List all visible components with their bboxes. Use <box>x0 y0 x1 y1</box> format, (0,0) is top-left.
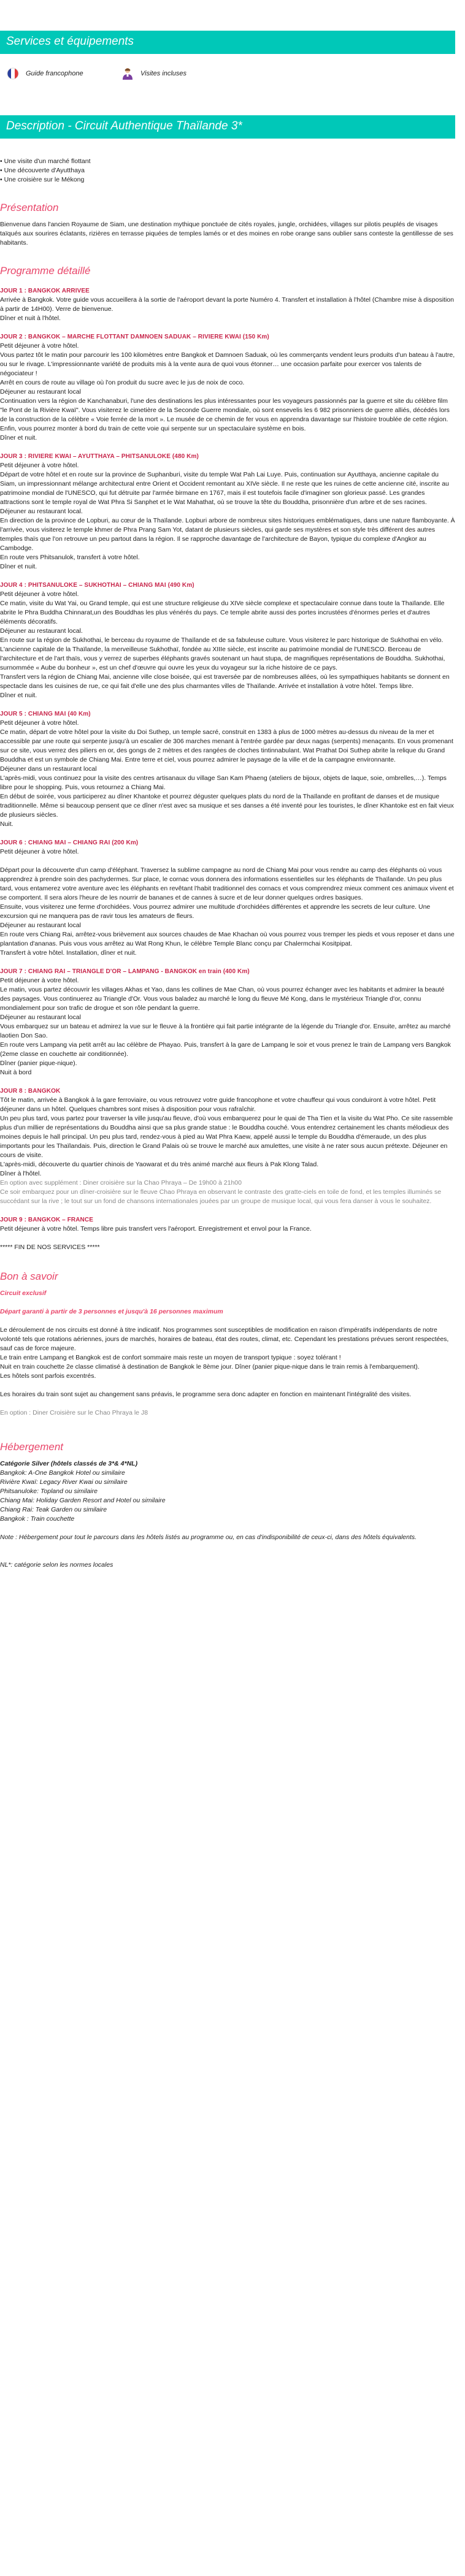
hotel-category: Catégorie Silver (hôtels classés de 3*& 4*NL) <box>0 1460 138 1467</box>
end-of-services: ***** FIN DE NOS SERVICES ***** <box>0 1244 100 1251</box>
day-line: Arrêt en cours de route au village où l'on produit du sucre avec le jus de noix de coco. <box>0 379 245 386</box>
day-title: JOUR 8 : BANGKOK <box>0 1088 61 1095</box>
day-line: L'après-midi, découverte du quartier chinois de Yaowarat et du très animé marché aux fleurs à Pak Klong Talad. <box>0 1161 319 1168</box>
day-block <box>0 838 455 958</box>
day-line: Déjeuner dans un restaurant local <box>0 765 97 773</box>
hotel-item: Phitsanuloke: Topland ou similaire <box>0 1488 98 1495</box>
day-line: Petit déjeuner à votre hôtel. <box>0 848 79 855</box>
presentation-title: Présentation <box>0 202 59 213</box>
day-line: Petit déjeuner à votre hôtel. <box>0 462 79 469</box>
day-line: Départ pour la découverte d'un camp d'éléphant. Traversez la sublime campagne au nord de Chiang Mai pour vous rendre au camp des éléphants où vous apprendrez à prendre soin des pachydermes. Sur place, le cornac vous donnera des informations essentielles sur les éléphants de Thaïlande. Un peu plus tard, vous entamerez votre aventure avec les éléphants en revêtant l'habit traditionnel des cornacs et vous comprendrez mieux comment ces animaux vivent et se comportent. Il sera alors l'heure de les nourrir de bananes et de cannes à sucre et de leur donner quelques ordres basiques. <box>0 866 454 901</box>
optional-line: Ce soir embarquez pour un dîner-croisière sur le fleuve Chao Phraya en observant le contraste des gratte-ciels en toile de fond, et les temples illuminés se succédant sur la rive ; le tout sur un fond de chansons internationales jouées par un groupe de musique local, qui vous fera danser à vous le souhaitez. <box>0 1188 442 1205</box>
day-line: En route vers Phitsanulok, transfert à votre hôtel. <box>0 554 140 561</box>
day-line: Déjeuner au restaurant local. <box>0 627 83 635</box>
day-block <box>0 967 455 1077</box>
day-line: En route sur la région de Sukhothai, le berceau du royaume de Thaïlande et de sa fabuleuse culture. Vous visiterez le parc historique de Sukhothai en vélo. L'ancienne capitale de la Thaïlande, la merveilleuse Sukhothaï, fondée au XIIIe siècle, est inscrite au patrimoine mondial de l'UNESCO. Berceau de l'architecture et de l'art thaïs, vous y verrez de superbes éléphants gravés soutenant un haut stupa, de magnifiques représentations de Bouddha. Sukhothai, surnommée « Aube du bonheur », est un chef d'œuvre qui ouvre les yeux du voyageur sur la riche histoire de ce pays. <box>0 636 445 671</box>
day-line: Ce matin, départ de votre hôtel pour la visite du Doi Suthep, un temple sacré, construit en 1383 à plus de 1000 mètres au-dessus du niveau de la mer et accessible par une route qui serpente jusqu'à un escalier de 306 marches menant à l'entrée gardée par deux nagas (serpents) menaçants. En vous promenant sur ce site, vous verrez des piliers en or, des gongs de 2 mètres et des rangées de cloches tintinnabulant. Wat Prathat Doi Suthep abrite la relique du Grand Bouddha et est un symbole de Chiang Mai. Entre terre et ciel, vous pourrez admirer le paysage de la ville et de la campagne environnante. <box>0 728 453 763</box>
programme-days <box>0 286 455 1234</box>
service-visits <box>121 67 186 80</box>
info-paragraph: Les horaires du train sont sujet au changement sans préavis, le programme sera donc adapter en fonction en maintenant l'intégralité des visites. <box>0 1391 412 1398</box>
hotel-note: Note : Hébergement pour tout le parcours dans les hôtels listés au programme ou, en cas d'indisponibilité de ceux-ci, dans des hôtels équivalents. <box>0 1534 417 1541</box>
day-title: JOUR 9 : BANGKOK – FRANCE <box>0 1217 93 1223</box>
circuit-label: Circuit exclusif <box>0 1290 47 1297</box>
hotel-item: Bangkok : Train couchette <box>0 1515 75 1523</box>
day-line: En route vers Chiang Rai, arrêtez-vous brièvement aux sources chaudes de Mae Khachan où vous pourrez vous tremper les pieds et vous reposer et dans une plantation d'ananas. Puis vous vous arrêtez au Wat Rong Khun, le célèbre Temple Blanc conçu par Chalermchai Kositpipat. <box>0 931 455 947</box>
day-block <box>0 581 455 700</box>
day-line: Tôt le matin, arrivée à Bangkok à la gare ferroviaire, ou vous retrouvez votre guide francophone et votre chauffeur qui vous conduiront à votre hôtel. Petit déjeuner dans un hôtel. Quelques chambres sont mises à disposition pour vous rafraîchir. <box>0 1096 436 1113</box>
day-line: Vous partez tôt le matin pour parcourir les 100 kilomètres entre Bangkok et Damnoen Saduak, où les commerçants vendent leurs produits d'un bateau à l'autre, ou sur le rivage. L'impressionnante variété de produits mis à la vente aura de quoi vous étonner… une occasion parfaite pour exercer vos talents de négociateur ! <box>0 351 455 377</box>
day-line: Un peu plus tard, vous partez pour traverser la ville jusqu'au fleuve, d'où vous embarquerez pour le quai de Tha Tien et la visite du Wat Pho. Ce site rassemble plus d'un millier de représentations du Bouddha ainsi que sa plus grande statue : le Bouddha couché. Vous entendrez certainement les chants mélodieux des moines depuis le hall principal. Un peu plus tard, rendez-vous à pied au Wat Phra Kaew, appelé aussi le temple du Bouddha d'émeraude, un des plus importants pour les Thaïlandais. Puis, direction le Grand Palais où se trouve le marché aux amulettes, une visite à ne rater sous aucun prétexte. Déjeuner en cours de visite. <box>0 1115 453 1159</box>
person-icon <box>121 67 134 80</box>
day-line: Petit déjeuner à votre hôtel. <box>0 342 79 350</box>
highlights-list <box>0 157 455 185</box>
day-line: Départ de votre hôtel et en route sur la province de Suphanburi, visite du temple Wat Pah Lai Luye. Puis, continuation sur Ayutthaya, ancienne capitale du Siam, un impressionnant mélange architectural entre Orient et Occident remontant au XIVe siècle. Il ne reste que les ruines de cette ancienne cité, inscrite au patrimoine mondial de l'UNESCO, qui fut détruite par l'armée birmane en 1767, mais il est toutefois facile d'imaginer son glorieux passé. Les grandes attractions sont le temple royal de Wat Phra Si Sanphet et le Wat Mahathat, où se trouve la tête du Bouddha, prisonnière d'un arbre et de ses racines. <box>0 471 449 506</box>
day-line: Dîner (panier pique-nique). <box>0 1060 77 1067</box>
day-line: Petit déjeuner à votre hôtel. Temps libre puis transfert vers l'aéroport. Enregistrement et envol pour la France. <box>0 1225 312 1233</box>
info-paragraph: Le déroulement de nos circuits est donné à titre indicatif. Nos programmes sont susceptibles de modification en raison d'impératifs indépendants de notre volonté tels que rotations aériennes, jours de marchés, horaires de bateau, état des routes, climat, etc. Cependant les prestations prévues seront respectées, sauf cas de force majeure. <box>0 1326 449 1352</box>
day-line: En route vers Lampang via petit arrêt au lac célèbre de Phayao. Puis, transfert à la gare de Lampang le soir et vous prenez le train de Lampang vers Bangkok (2eme classe en couchette air conditionnée). <box>0 1041 451 1058</box>
highlight-item: • Une découverte d'Ayutthaya <box>0 167 85 174</box>
highlight-item: • Une visite d'un marché flottant <box>0 158 91 165</box>
day-line: Le matin, vous partez découvrir les villages Akhas et Yao, dans les collines de Mae Chan, où vous pourrez échanger avec les habitants et admirer la beauté des paysages. Vous continuerez au Triangle d'Or. Vous vous baladez au marché le long du fleuve Mé Kong, dans le mystérieux Triangle d'or, connu mondialement pour son trafic de drogue et son rôle pendant la guerre. <box>0 986 445 1012</box>
day-line: Dîner à l'hôtel. <box>0 1170 42 1177</box>
description-content <box>0 157 455 1570</box>
day-line: Continuation vers la région de Kanchanaburi, l'une des destinations les plus intéressantes pour les voyageurs passionnés par la guerre et site du célèbre film "le Pont de la Rivière Kwaï". Vous visiterez le cimetière de la Seconde Guerre mondiale, où sont ensevelis les 6 982 prisonniers de guerre alliés, décédés lors de la construction de la célèbre « Voie ferrée de la mort ». Le musée de ce chemin de fer vous en apprendra davantage sur l'histoire troublée de cette région. Enfin, vous pourrez monter à bord du train de cette voie qui serpente sur un spectaculaire système en bois. <box>0 397 450 432</box>
optional-line: En option avec supplément : Diner croisière sur la Chao Phraya – De 19h00 à 21h00 <box>0 1179 242 1187</box>
day-line: Vous embarquez sur un bateau et admirez la vue sur le fleuve à la frontière qui fait partie intégrante de la légende du Triangle d'or. Ensuite, arrêtez au marché laotien Don Sao. <box>0 1023 451 1039</box>
hotel-item: Rivière Kwaï: Legacy River Kwai ou similaire <box>0 1478 128 1486</box>
day-title: JOUR 5 : CHIANG MAI (40 Km) <box>0 711 91 717</box>
services-list <box>0 54 455 91</box>
day-line: Déjeuner au restaurant local. <box>0 508 83 515</box>
service-label: Visites incluses <box>140 69 186 77</box>
day-line: Nuit à bord <box>0 1069 32 1076</box>
day-line <box>0 857 455 866</box>
service-guide <box>6 67 83 80</box>
hotel-item: Chiang Rai: Teak Garden ou similaire <box>0 1506 107 1513</box>
day-title: JOUR 2 : BANGKOK – MARCHE FLOTTANT DAMNOEN SADUAK – RIVIERE KWAI (150 Km) <box>0 334 269 340</box>
day-title: JOUR 6 : CHIANG MAI – CHIANG RAI (200 Km) <box>0 839 139 846</box>
hotel-footnote: NL*: catégorie selon les normes locales <box>0 1561 113 1569</box>
day-line: En début de soirée, vous participerez au dîner Khantoke et pourrez déguster quelques plats du nord de la Thaïlande en profitant de danses et de musique traditionnelle. Même si beaucoup pensent que ce dîner n'est avec sa musique et ses danses a été inventé pour les touristes, le dîner Khantoke est en fait vieux de plusieurs siècles. <box>0 793 454 819</box>
day-line: L'après-midi, vous continuez pour la visite des centres artisanaux du village San Kam Phaeng (ateliers de bijoux, objets de laque, soie, ombrelles,…). Temps libre pour le shopping. Puis, vous retournez a Chiang Mai. <box>0 774 447 791</box>
day-block <box>0 1087 455 1206</box>
day-block <box>0 1215 455 1234</box>
services-title: Services et équipements <box>0 31 455 54</box>
day-line: Déjeuner au restaurant local <box>0 388 81 396</box>
info-paragraph: Nuit en train couchette 2e classe climatisé à destination de Bangkok le 8ème jour. Dîner (panier pique-nique dans le train remis à l'embarquement). <box>0 1363 420 1370</box>
day-line: Dîner et nuit à l'hôtel. <box>0 315 61 322</box>
presentation-text: Bienvenue dans l'ancien Royaume de Siam, une destination mythique ponctuée de cités royales, jungle, orchidées, villages sur pilotis peuplés de visages taïqués aux sourires éclatants, rizières en terrasse piquées de temples lamés or et des moines en robe orange sans oublier sans conteste la gentillesse de ses habitants. <box>0 221 453 247</box>
hotel-item: Chiang Mai: Holiday Garden Resort and Hotel ou similaire <box>0 1497 166 1504</box>
bon-a-savoir-title: Bon à savoir <box>0 1271 58 1282</box>
cruise-option: En option : Diner Croisière sur le Chao Phraya le J8 <box>0 1409 148 1416</box>
departure-guarantee: Départ garanti à partir de 3 personnes et jusqu'à 16 personnes maximum <box>0 1308 223 1315</box>
description-title: Description - Circuit Authentique Thaïlande 3* <box>0 115 455 139</box>
day-line: Transfert à votre hôtel. Installation, dîner et nuit. <box>0 949 137 957</box>
hebergement-title: Hébergement <box>0 1441 64 1453</box>
day-line: Arrivée à Bangkok. Votre guide vous accueillera à la sortie de l'aéroport devant la porte Numéro 4. Transfert et installation à l'hôtel (Chambre mise à disposition à partir de 14H00). Verre de bienvenue. <box>0 296 454 313</box>
day-line: Ce matin, visite du Wat Yai, ou Grand temple, qui est une structure religieuse du XIVe siècle complexe et spectaculaire connue dans toute la Thaïlande. Elle abrite le Phra Buddha Chinnarat,un des Bouddhas les plus vénérés du pays. Ce temple abrite aussi des portes incrustées d'énormes perles et d'autres éléments décoratifs. <box>0 600 445 625</box>
day-line: En direction de la province de Lopburi, au cœur de la Thaïlande. Lopburi arbore de nombreux sites historiques emblématiques, dans une nature flamboyante. À l'arrivée, vous visiterez le temple khmer de Phra Prang Sam Yot, datant de plusieurs siècles, qui garde ses mystères et son style très différent des autres temples thaïs que l'on retrouve un peu partout dans la région. Il se rapproche davantage de l'architecture de Bayon, typique du complexe d'Angkor au Cambodge. <box>0 517 455 552</box>
day-block <box>0 286 455 323</box>
day-block <box>0 452 455 571</box>
day-line: Dîner et nuit. <box>0 692 37 699</box>
day-line: Transfert vers la région de Chiang Mai, ancienne ville close boisée, qui est traversée par de nombreuses allées, où les sympathiques habitants se donnent en spectacle dans les cuisines de rue, ce qui fait d'elle une des plus charmantes villes de Thaïlande. Arrivée et installation à votre hôtel. Temps libre. <box>0 673 450 690</box>
day-block <box>0 332 455 443</box>
day-title: JOUR 3 : RIVIERE KWAI – AYUTTHAYA – PHITSANULOKE (480 Km) <box>0 453 199 460</box>
day-line: Nuit. <box>0 820 13 828</box>
day-title: JOUR 7 : CHIANG RAI – TRIANGLE D'OR – LAMPANG - BANGKOK en train (400 Km) <box>0 968 250 975</box>
day-line: Petit déjeuner à votre hôtel. <box>0 719 79 727</box>
day-line: Ensuite, vous visiterez une ferme d'orchidées. Vous pourrez admirer une multitude d'orchidées différentes et apprendre les secrets de leur culture. Une excursion qui ne manquera pas de ravir tous les amateurs de fleurs. <box>0 903 431 920</box>
day-block <box>0 709 455 829</box>
day-line: Déjeuner au restaurant local <box>0 922 81 929</box>
day-title: JOUR 4 : PHITSANULOKE – SUKHOTHAI – CHIANG MAI (490 Km) <box>0 582 194 589</box>
hotel-item: Bangkok: A-One Bangkok Hotel ou similaire <box>0 1469 125 1477</box>
french-flag-icon <box>6 67 20 80</box>
info-paragraph: Le train entre Lampang et Bangkok est de confort sommaire mais reste un moyen de transport typique : soyez tolérant ! <box>0 1354 341 1361</box>
service-label: Guide francophone <box>26 69 83 77</box>
day-title: JOUR 1 : BANGKOK ARRIVEE <box>0 288 90 294</box>
day-line: Petit déjeuner à votre hôtel. <box>0 977 79 984</box>
day-line: Petit déjeuner à votre hôtel. <box>0 590 79 598</box>
day-line: Déjeuner au restaurant local <box>0 1014 81 1021</box>
highlight-item: • Une croisière sur le Mékong <box>0 176 85 183</box>
day-line: Dîner et nuit. <box>0 563 37 570</box>
info-paragraph: Les hôtels sont parfois excentrés. <box>0 1372 96 1380</box>
programme-title: Programme détaillé <box>0 265 91 277</box>
day-line: Dîner et nuit. <box>0 434 37 441</box>
